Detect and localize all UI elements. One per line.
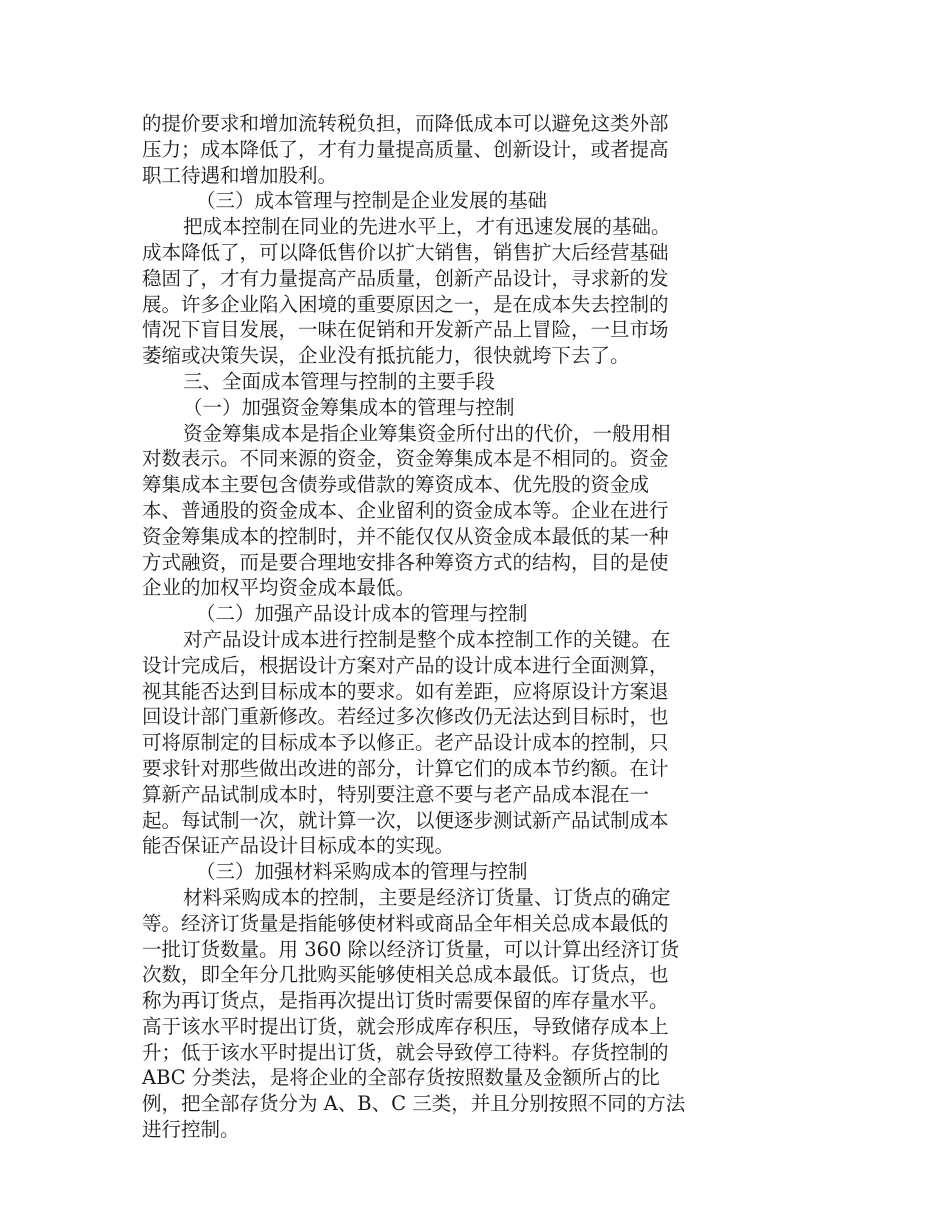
paragraph-line: 视其能否达到目标成本的要求。如有差距，应将原设计方案退 — [142, 679, 669, 703]
paragraph-line: 职工待遇和增加股利。 — [142, 163, 338, 187]
paragraph-line: 把成本控制在同业的先进水平上，才有迅速发展的基础。 — [183, 215, 671, 239]
paragraph-line: 资金筹集成本是指企业筹集资金所付出的代价，一般用相 — [183, 421, 671, 445]
paragraph-line: 进行控制。 — [142, 1118, 240, 1142]
paragraph-line: 一批订货数量。用 360 除以经济订货量，可以计算出经济订货 — [142, 937, 680, 961]
paragraph-line: 成本降低了，可以降低售价以扩大销售，销售扩大后经营基础 — [142, 240, 669, 264]
paragraph-line: 回设计部门重新修改。若经过多次修改仍无法达到目标时，也 — [142, 705, 669, 729]
paragraph-line: 等。经济订货量是指能够使材料或商品全年相关总成本最低的 — [142, 911, 669, 935]
paragraph-line: 本、普通股的资金成本、企业留利的资金成本等。企业在进行 — [142, 498, 669, 522]
paragraph-line: 筹集成本主要包含债券或借款的筹资成本、优先股的资金成 — [142, 473, 650, 497]
paragraph-line: 次数，即全年分几批购买能够使相关总成本最低。订货点，也 — [142, 963, 669, 987]
paragraph-line: 算新产品试制成本时，特别要注意不要与老产品成本混在一 — [142, 782, 650, 806]
paragraph-line: 称为再订货点，是指再次提出订货时需要保留的库存量水平。 — [142, 989, 669, 1013]
paragraph-line: 例，把全部存货分为 A、B、C 三类，并且分别按照不同的方法 — [142, 1092, 686, 1116]
paragraph-line: 起。每试制一次，就计算一次，以便逐步测试新产品试制成本 — [142, 808, 669, 832]
paragraph-line: 三、全面成本管理与控制的主要手段 — [183, 369, 496, 393]
section-heading-line: （三）加强材料采购成本的管理与控制 — [196, 860, 528, 884]
paragraph-line: 的提价要求和增加流转税负担，而降低成本可以避免这类外部 — [142, 112, 669, 135]
paragraph-line: 压力；成本降低了，才有力量提高质量、创新设计，或者提高 — [142, 137, 669, 161]
paragraph-line: 高于该水平时提出订货，就会形成库存积压，导致储存成本上 — [142, 1014, 669, 1038]
paragraph-line: 要求针对那些做出改进的部分，计算它们的成本节约额。在计 — [142, 756, 669, 780]
paragraph-line: 对产品设计成本进行控制是整个成本控制工作的关键。在 — [183, 627, 671, 651]
paragraph-line: 设计完成后，根据设计方案对产品的设计成本进行全面测算， — [142, 653, 669, 677]
paragraph-line: 能否保证产品设计目标成本的实现。 — [142, 834, 455, 858]
section-heading-line: （二）加强产品设计成本的管理与控制 — [196, 602, 528, 626]
paragraph-line: 材料采购成本的控制，主要是经济订货量、订货点的确定 — [183, 885, 671, 909]
paragraph-line: 稳固了，才有力量提高产品质量，创新产品设计，寻求新的发 — [142, 266, 669, 290]
paragraph-line: （一）加强资金筹集成本的管理与控制 — [183, 395, 515, 419]
paragraph-line: 资金筹集成本的控制时，并不能仅仅从资金成本最低的某一种 — [142, 524, 669, 548]
paragraph-line: 情况下盲目发展，一味在促销和开发新产品上冒险，一旦市场 — [142, 318, 669, 342]
paragraph-line: 展。许多企业陷入困境的重要原因之一，是在成本失去控制的 — [142, 292, 669, 316]
paragraph-line: ABC 分类法，是将企业的全部存货按照数量及金额所占的比 — [142, 1066, 660, 1090]
paragraph-line: 萎缩或决策失误，企业没有抵抗能力，很快就垮下去了。 — [142, 344, 630, 368]
section-heading-line: （三）成本管理与控制是企业发展的基础 — [196, 189, 548, 213]
document-body — [142, 111, 732, 1143]
paragraph-line: 可将原制定的目标成本予以修正。老产品设计成本的控制，只 — [142, 731, 669, 755]
paragraph-line: 企业的加权平均资金成本最低。 — [142, 576, 416, 600]
paragraph-line: 对数表示。不同来源的资金，资金筹集成本是不相同的。资金 — [142, 447, 669, 471]
paragraph-line: 升；低于该水平时提出订货，就会导致停工待料。存货控制的 — [142, 1040, 669, 1064]
paragraph-line: 方式融资，而是要合理地安排各种筹资方式的结构，目的是使 — [142, 550, 669, 574]
